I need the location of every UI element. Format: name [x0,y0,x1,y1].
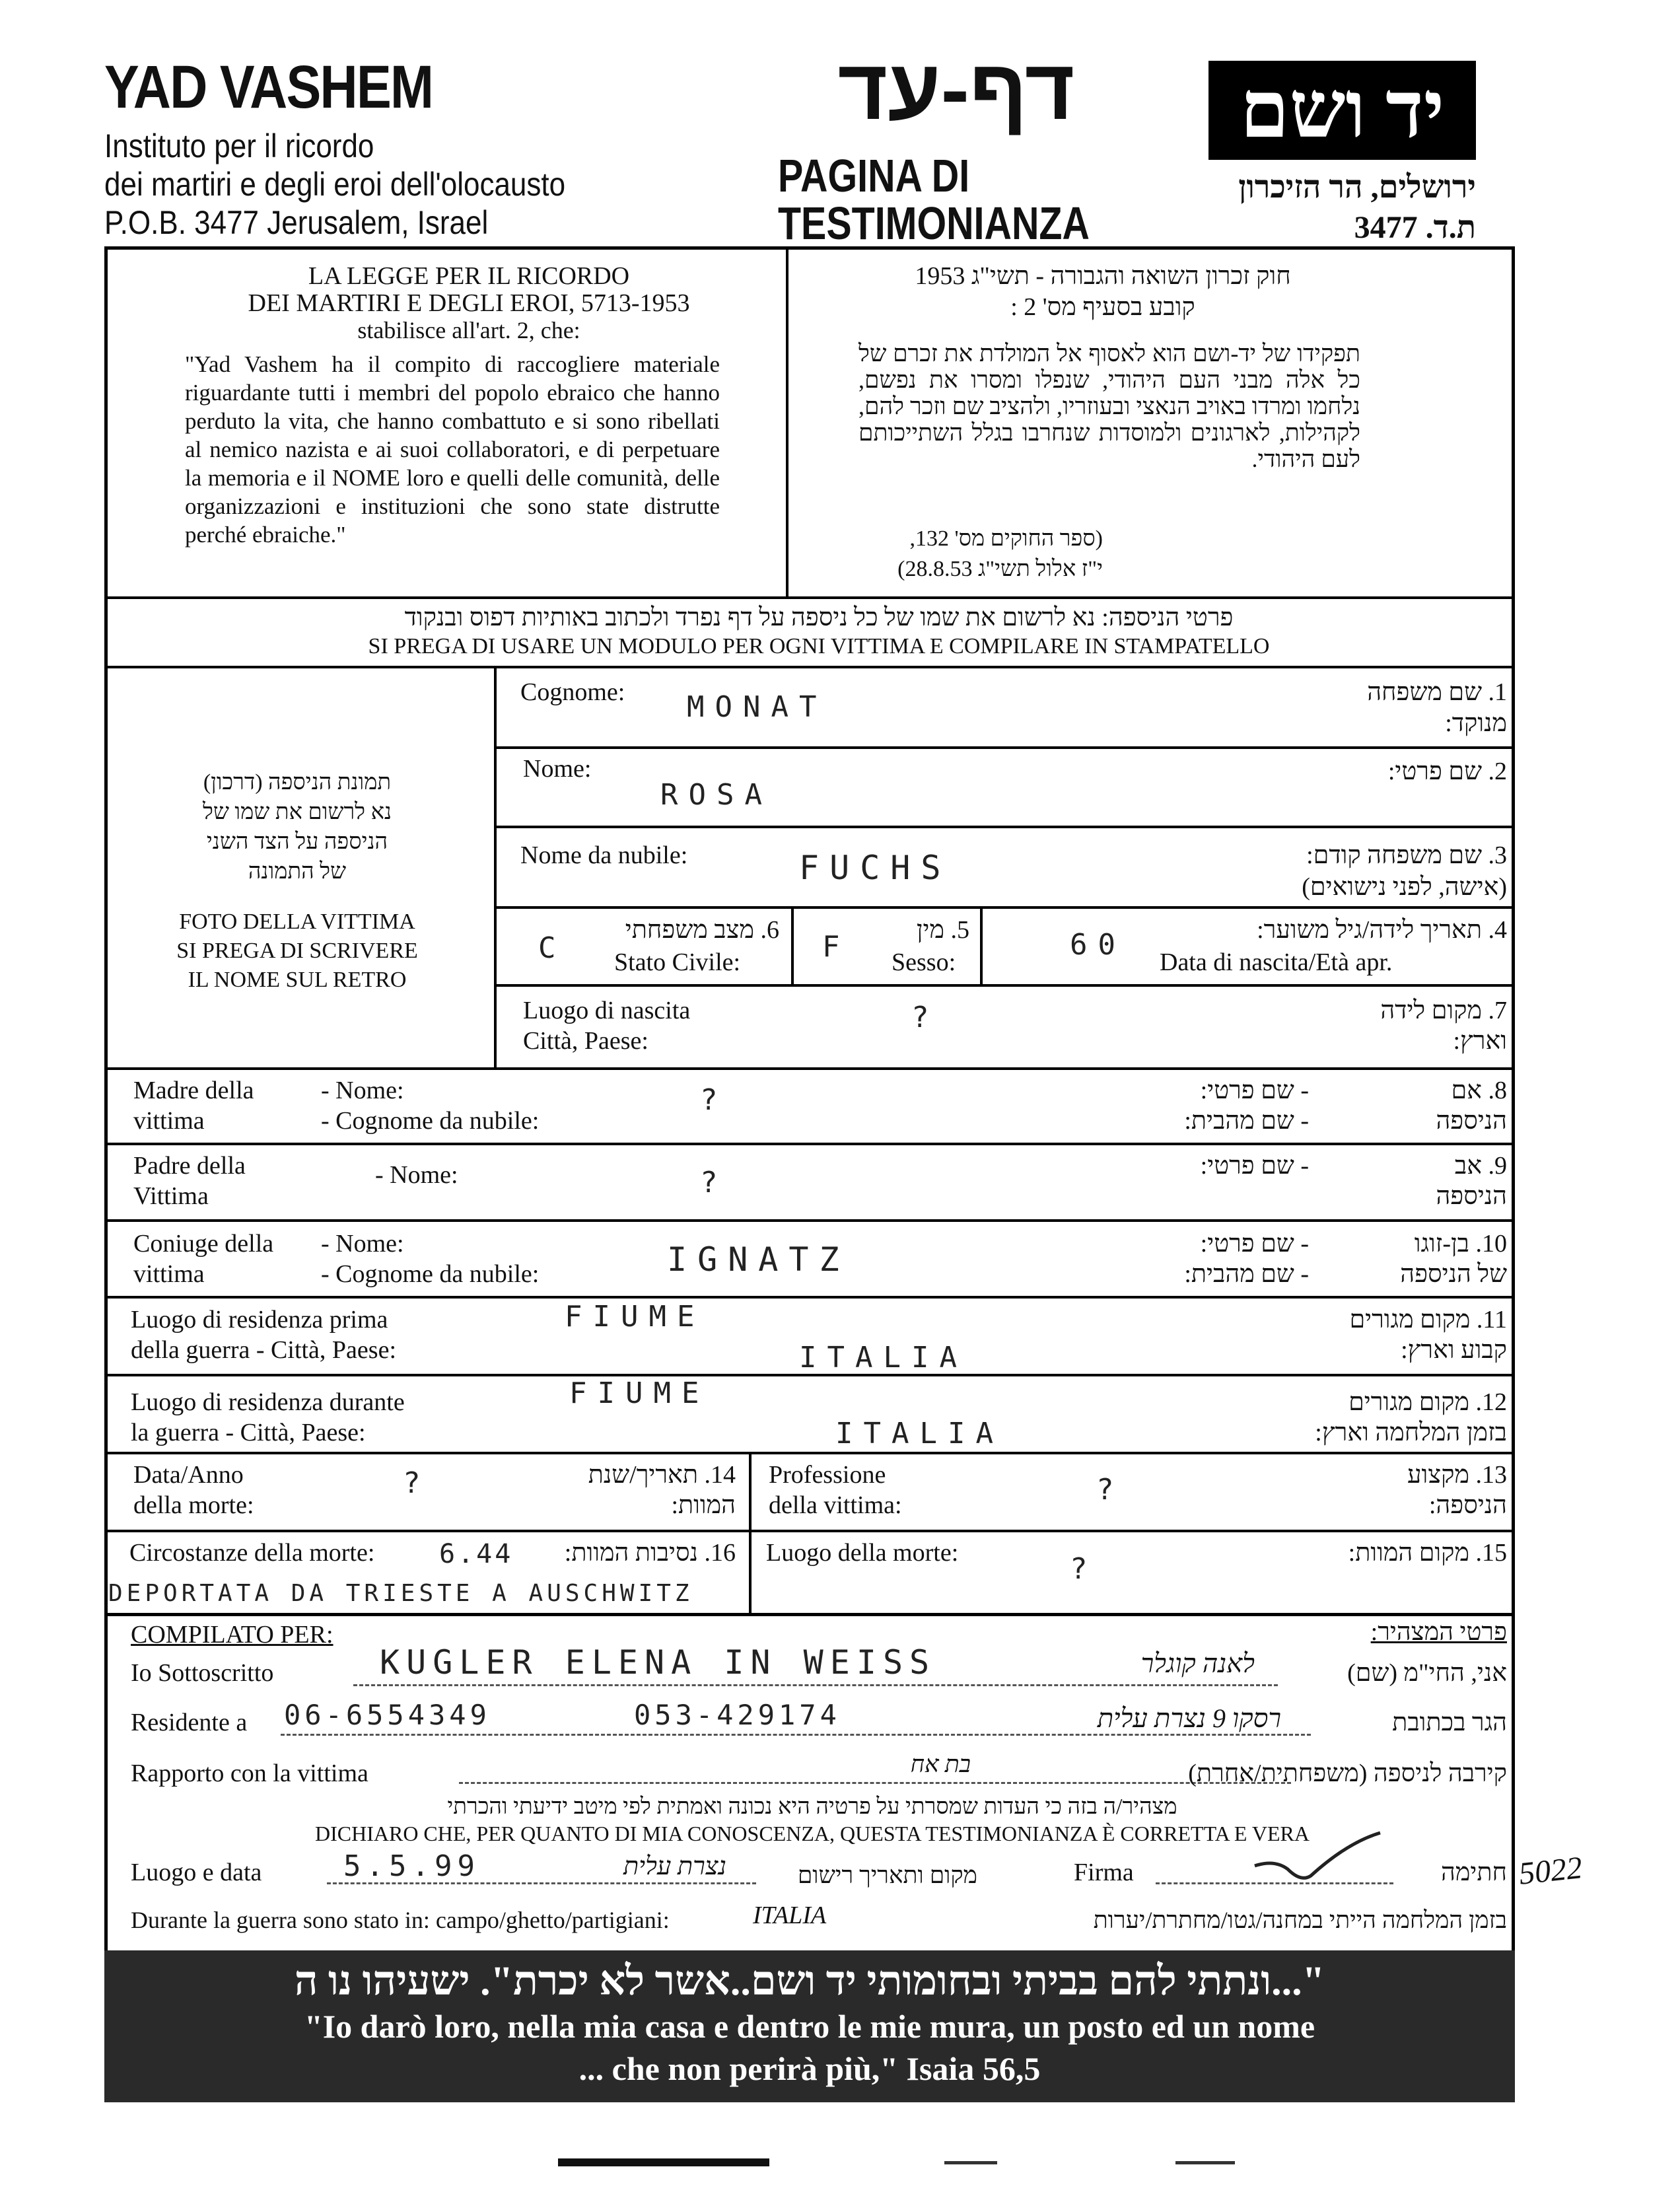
f5-label-it: Sesso: [892,948,956,976]
f10-label-it-2: vittima [133,1260,205,1288]
f9-label-he-1: 9. אב [1454,1152,1507,1180]
photo-he-4: של התמונה [248,859,347,884]
f11-label-he-2: קבוע וארץ: [1401,1336,1507,1364]
declarant-label-he: פרטי המצהיר: [1370,1618,1507,1646]
quote-hebrew: "...ונתתי להם בביתי ובחומותי יד ושם..אשר לא יכרת". ישעיהו נו ה [294,1959,1325,2004]
f7-label-he-2: וארץ: [1453,1027,1507,1055]
f10-value[interactable]: IGNATZ [667,1240,850,1279]
footer-quote [104,1950,1515,2102]
row4-divider-1 [791,906,794,984]
f3-label-it: Nome da nubile: [520,841,688,869]
f9-label-it-2: Vittima [133,1182,209,1210]
relation-line [459,1782,1291,1784]
f3-label-he-2: (אישה, לפני נישואים) [1302,873,1507,901]
form-title-line-2: TESTIMONIANZA [778,197,1090,249]
form-title [778,41,1135,249]
residence-phone-2[interactable]: 053-429174 [634,1699,841,1731]
f9-label-he-2: הניספה [1436,1182,1507,1210]
place-date-label-it: Luogo e data [131,1859,262,1886]
f1-value[interactable]: MONAT [687,690,827,724]
f5-value[interactable]: F [822,930,851,964]
photo-it-1: FOTO DELLA VITTIMA [179,909,415,934]
undersigned-line [353,1684,1278,1686]
signature-mark[interactable] [1248,1830,1393,1889]
f1-label-he: 1. שם משפחה [1367,678,1507,706]
row-rule-11 [104,1374,1515,1376]
f6-label-he: 6. מצב משפחתי [625,916,779,944]
law-bottom-rule [104,596,1515,599]
f11-value-city[interactable]: FIUME [565,1300,705,1334]
row-rule-8 [104,1143,1515,1145]
f8-sub-he-2: - שם מהבית: [1184,1107,1309,1135]
f7-label-it-2: Città, Paese: [523,1027,648,1055]
residence-phone-1[interactable]: 06-6554349 [284,1699,491,1731]
f16-value-text[interactable]: DEPORTATA DA TRIESTE A AUSCHWITZ [108,1580,693,1607]
photo-it-2: SI PREGA DI SCRIVERE [176,939,418,963]
form-title-line-1: PAGINA DI [778,150,970,201]
undersigned-value[interactable]: KUGLER ELENA IN WEISS [380,1643,936,1682]
photo-it-3: IL NOME SUL RETRO [188,968,407,992]
signature-label-it: Firma [1074,1859,1134,1886]
f2-label-he: 2. שם פרטי: [1387,758,1507,785]
f2-value[interactable]: ROSA [660,778,773,812]
row13-divider [749,1452,752,1613]
place-date-label-he: מקום ותאריך רישום [797,1862,977,1888]
f16-value-date[interactable]: 6.44 [439,1539,514,1569]
instructions-hebrew: פרטי הניספה: נא לרשום את שמו של כל ניספה על דף נפרד ולכתוב באותיות דפוס ובנקוד [404,604,1234,631]
law-title-he-1: חוק זכרון השואה והגבורה - תשי"ג 1953 [915,262,1291,290]
f9-value[interactable]: ? [700,1166,728,1199]
scan-mark [944,2161,997,2164]
org-line-2: dei martiri e degli eroi dell'olocausto [104,166,566,203]
f14-label-it-1: Data/Anno [133,1461,244,1489]
f15-value[interactable]: ? [1070,1552,1098,1586]
f12-label-it-1: Luogo di residenza durante [131,1388,405,1416]
f9-sub-he-1: - שם פרטי: [1200,1152,1309,1180]
f8-sub-it-2: - Cognome da nubile: [321,1107,540,1135]
place-date-value[interactable]: 5.5.99 [343,1849,480,1883]
f8-label-it-2: vittima [133,1107,205,1135]
org-header [104,53,699,242]
row4-divider-2 [980,906,983,984]
place-date-he-value[interactable]: נצרת עלית [623,1853,726,1880]
law-title-he-2: קובע בסעיף מס' 2 : [1010,293,1195,321]
logo-block [1208,61,1476,246]
row-rule-15 [104,1613,1515,1616]
f7-label-he: 7. מקום לידה [1380,997,1507,1024]
photo-he-3: הניספה על הצד השני [206,830,388,854]
f12-value-country[interactable]: ITALIA [835,1417,1004,1450]
f15-label-he: 15. מקום המוות: [1348,1539,1507,1567]
address-hebrew: ירושלים, הר הזיכרון [1238,170,1476,205]
org-name: YAD VASHEM [104,53,433,121]
undersigned-label-he: אני, החי"מ (שם) [1347,1659,1507,1687]
f8-sub-he-1: - שם פרטי: [1200,1077,1309,1104]
relation-value[interactable]: בת אח [910,1751,971,1777]
instructions-rule [104,666,1515,668]
f4-value[interactable]: 60 [1070,928,1126,962]
f13-label-it-2: della vittima: [769,1491,902,1519]
row-rule-7 [104,1067,1515,1070]
f4-label-he: 4. תאריך לידה/גיל משוער: [1257,916,1507,944]
f10-label-he-2: של הניספה [1400,1260,1507,1288]
org-line-3: P.O.B. 3477 Jerusalem, Israel [104,204,489,241]
row-rule-4 [494,984,1515,987]
residence-label-he: הגר בכתובת [1392,1709,1507,1736]
f11-label-he-1: 11. מקום מגורים [1349,1306,1507,1334]
f7-value[interactable]: ? [911,1001,940,1034]
law-title-it-1: LA LEGGE PER IL RICORDO [308,262,630,290]
f3-label-he: 3. שם משפחה קודם: [1306,841,1507,869]
f10-sub-it-1: - Nome: [321,1230,404,1258]
declarant-label-it: COMPILATO PER: [131,1621,333,1649]
org-line-1: Instituto per il ricordo [104,127,374,164]
f14-label-it-2: della morte: [133,1491,254,1519]
f6-label-it: Stato Civile: [614,948,741,976]
f13-label-it-1: Professione [769,1461,886,1489]
f16-label-he: 16. נסיבות המוות: [564,1539,736,1567]
war-label-it: Durante la guerra sono stato in: campo/ghetto/partigiani: [131,1907,670,1933]
war-label-he: בזמן המלחמה הייתי במחנה/גטו/מחתרת/יערות [1093,1907,1507,1933]
declaration-it: DICHIARO CHE, PER QUANTO DI MIA CONOSCENZA, QUESTA TESTIMONIANZA È CORRETTA E VERA [314,1822,1310,1845]
f11-label-it-1: Luogo di residenza prima [131,1306,388,1334]
f10-sub-he-2: - שם מהבית: [1184,1260,1309,1288]
f12-label-he-1: 12. מקום מגורים [1348,1388,1507,1416]
f8-label-it-1: Madre della [133,1077,254,1104]
f8-value[interactable]: ? [700,1083,728,1117]
undersigned-label-it: Io Sottoscritto [131,1659,274,1687]
instructions-italian: SI PREGA DI USARE UN MODULO PER OGNI VITTIMA E COMPILARE IN STAMPATELLO [368,634,1270,658]
f11-label-it-2: della guerra - Città, Paese: [131,1336,397,1364]
scan-mark [558,2158,769,2166]
pob-hebrew: ת.ד. 3477 [1354,210,1476,245]
f14-value[interactable]: ? [403,1466,431,1500]
quote-italian-1: "Io darò loro, nella mia casa e dentro le mie mura, un posto ed un nome [304,2008,1315,2045]
f14-label-he-1: 14. תאריך/שנת [588,1461,736,1489]
row-rule-9 [104,1219,1515,1222]
law-title-it-3: stabilisce all'art. 2, che: [357,317,580,343]
f2-label-it: Nome: [523,755,592,783]
margin-number: 5022 [1517,1850,1584,1892]
row-rule-2 [494,826,1515,828]
relation-label-he: קירבה לניספה (משפחתית/אחרת) [1188,1760,1507,1787]
f8-label-he-1: 8. אם [1451,1077,1507,1104]
law-ref-he-1: (ספר החוקים מס' 132, [909,526,1103,551]
f10-label-he-1: 10. בן-זוגו [1414,1230,1507,1258]
f9-sub-it-1: - Nome: [375,1161,458,1189]
law-body-it: "Yad Vashem ha il compito di raccogliere materiale riguardante tutti i membri del popolo ebraico che hanno perduto la vita, che hanno combattuto e si sono ribellati al nemico nazista e ai suoi collaboratori, e di perpetuare la memoria e il NOME loro e quelli delle comunità, delle organizzazioni e instituzioni che sono state distrutte perché ebraiche." [185,351,720,548]
row-rule-10 [104,1296,1515,1299]
f7-label-it-1: Luogo di nascita [523,997,691,1024]
f4-label-it: Data di nascita/Età apr. [1160,948,1393,976]
f1-label-he-2: מנוקד: [1445,709,1507,737]
residence-line [281,1734,1311,1736]
law-body-he: תפקידו של יד-ושם הוא לאסוף אל המולדת את זכרם של כל אלה מבני העם היהודי, שנפלו ומסרו את נפשם, נלחמו ומרדו באויב הנאצי ובעוזריו, ולהציב שם וזכר להם, לקהילות, לארגונים ולמוסדות שנחרבו בגלל השתייכותם לעם היהודי. [858,340,1360,472]
f10-sub-he-1: - שם פרטי: [1200,1230,1309,1258]
f10-sub-it-2: - Cognome da nubile: [321,1260,540,1288]
photo-he-1: תמונת הניספה (דרכון) [203,770,392,795]
yad-vashem-logo: יד ושם [1208,61,1476,160]
row-rule-1 [494,746,1515,749]
residence-he-value[interactable]: רסקו 9 נצרת עלית [1097,1703,1281,1733]
f10-label-it-1: Coniuge della [133,1230,274,1258]
photo-divider [494,666,497,1067]
f15-label-it: Luogo della morte: [766,1539,959,1567]
f13-label-he-1: 13. מקצוע [1407,1461,1507,1489]
row-rule-12 [104,1452,1515,1454]
f8-sub-it-1: - Nome: [321,1077,404,1104]
relation-label-it: Rapporto con la vittima [131,1760,368,1787]
f13-value[interactable]: ? [1096,1473,1125,1507]
f13-label-he-2: הניספה: [1428,1491,1507,1519]
f6-value[interactable]: C [538,931,567,965]
war-value[interactable]: ITALIA [753,1902,827,1929]
law-ref-he-2: י"ז אלול תשי"ג 28.8.53) [897,557,1103,581]
f14-label-he-2: המוות: [671,1491,736,1519]
f5-label-he: 5. מין [916,916,969,944]
scan-mark [1175,2161,1235,2164]
declaration-he: מצהיר/ה בזה כי העדות שמסרתי על פרטיה היא נכונה ואמתית לפי מיטב ידיעתי והכרתי [447,1795,1177,1819]
f12-label-he-2: בזמן המלחמה וארץ: [1315,1419,1507,1446]
f11-value-country[interactable]: ITALIA [799,1341,967,1374]
form-title-hebrew: דף-עד [837,41,1075,137]
f3-value[interactable]: FUCHS [799,849,952,887]
row-rule-3 [494,906,1515,909]
residence-label-it: Residente a [131,1709,248,1736]
f9-label-it-1: Padre della [133,1152,246,1180]
law-divider [786,246,788,596]
law-title-it-2: DEI MARTIRI E DEGLI EROI, 5713-1953 [248,289,690,317]
photo-he-2: נא לרשום את שמו של [202,800,392,824]
f16-label-it: Circostanze della morte: [129,1539,375,1567]
undersigned-he-value[interactable]: לאנה קוגלר [1140,1649,1255,1678]
f12-value-city[interactable]: FIUME [569,1376,710,1410]
f1-label-it: Cognome: [520,678,625,706]
row-rule-13 [104,1530,1515,1532]
f12-label-it-2: la guerra - Città, Paese: [131,1419,366,1446]
quote-italian-2: ... che non perirà più," Isaia 56,5 [578,2050,1041,2087]
f8-label-he-2: הניספה [1436,1107,1507,1135]
signature-label-he: חתימה [1440,1859,1507,1886]
